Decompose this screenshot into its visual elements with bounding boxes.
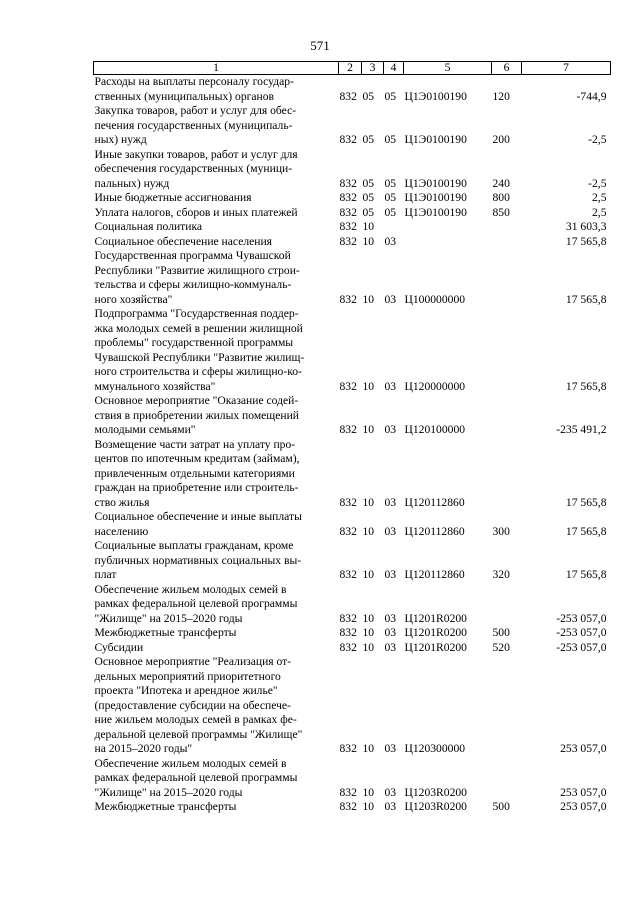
- amount-cell: -253 057,0: [556, 640, 607, 654]
- table-row: [94, 641, 611, 656]
- ministry-code-cell: 832: [339, 524, 357, 538]
- row-name-cell: Межбюджетные трансферты: [94, 626, 237, 639]
- column-header: 5: [404, 62, 492, 75]
- expense-type-cell: [492, 307, 522, 394]
- target-article-cell: Ц120112860: [404, 524, 465, 538]
- target-article-cell: Ц120112860: [404, 568, 465, 581]
- target-article-cell: Ц1201R0200: [404, 626, 467, 639]
- expense-type-cell: 500: [492, 626, 510, 639]
- amount-cell: 253 057,0: [560, 742, 607, 755]
- amount-cell: 2,5: [592, 191, 607, 204]
- amount-cell: -744,9: [576, 89, 607, 103]
- subsection-code-cell: 03: [384, 785, 397, 799]
- ministry-code-cell: 832: [339, 292, 357, 306]
- table-row: [94, 191, 611, 206]
- target-article-cell: Ц120300000: [404, 742, 466, 755]
- subsection-code-cell: 05: [384, 191, 397, 204]
- row-name-cell: Подпрограмма "Государственная поддер- жка молодых семей в решении жилищной проблемы" государственной программы Чувашской Республики "Развитие жилищ- ного строительства и сферы жилищно-ко- ммунального хозяйства": [94, 307, 305, 393]
- expense-type-cell: 320: [492, 568, 510, 581]
- target-article-cell: Ц100000000: [404, 292, 466, 306]
- ministry-code-cell: 832: [339, 205, 357, 219]
- section-code-cell: 10: [362, 742, 375, 755]
- table-row: [94, 800, 611, 815]
- target-article-cell: Ц1Э0100190: [404, 176, 467, 190]
- row-name-cell: Основное мероприятие "Реализация от- дельных мероприятий приоритетного проекта "Ипотека и арендное жилье" (предоставление субсидии на обеспече- ние жильем молодых семей в рамках фе- деральной целевой программы "Жилище" на 2015–2020 годы": [94, 655, 303, 755]
- table-row: [94, 539, 611, 583]
- ministry-code-cell: 832: [339, 379, 357, 393]
- ministry-code-cell: 832: [339, 742, 357, 755]
- expense-type-cell: [492, 438, 522, 511]
- amount-cell: 17 565,8: [565, 568, 607, 581]
- subsection-code-cell: 05: [384, 133, 397, 146]
- amount-cell: -253 057,0: [556, 611, 607, 625]
- expense-type-cell: [492, 757, 522, 801]
- target-article-cell: Ц120112860: [404, 495, 465, 509]
- subsection-code-cell: 03: [384, 524, 397, 538]
- ministry-code-cell: 832: [339, 234, 357, 248]
- target-article-cell: Ц1Э0100190: [404, 205, 467, 219]
- row-name-cell: Социальная политика: [94, 220, 203, 233]
- subsection-code-cell: 03: [384, 742, 397, 755]
- target-article-cell: Ц120000000: [404, 379, 466, 393]
- target-article-cell: Ц1203R0200: [404, 800, 467, 813]
- table-row: [94, 249, 611, 307]
- table-row: [94, 75, 611, 105]
- section-code-cell: 05: [362, 133, 375, 146]
- ministry-code-cell: 832: [339, 495, 357, 509]
- ministry-code-cell: 832: [339, 176, 357, 190]
- section-code-cell: 05: [362, 205, 375, 219]
- ministry-code-cell: 832: [339, 800, 357, 813]
- row-name-cell: Иные закупки товаров, работ и услуг для обеспечения государственных (муници- пальных) нужд: [94, 147, 298, 190]
- table-row: [94, 583, 611, 627]
- subsection-code-cell: 03: [384, 800, 397, 813]
- target-article-cell: Ц1Э0100190: [404, 191, 467, 204]
- amount-cell: -2,5: [588, 176, 607, 190]
- expense-type-cell: 850: [492, 205, 510, 219]
- subsection-code-cell: 03: [384, 234, 397, 248]
- amount-cell: 17 565,8: [565, 292, 607, 306]
- table-row: [94, 655, 611, 757]
- budget-table: [93, 61, 611, 815]
- row-name-cell: Государственная программа Чувашской Республики "Развитие жилищного строи- тельства и сферы жилищно-коммуналь- ного хозяйства": [94, 249, 300, 306]
- ministry-code-cell: 832: [339, 423, 357, 436]
- section-code-cell: 10: [362, 379, 375, 393]
- expense-type-cell: 200: [492, 133, 510, 146]
- column-header: 2: [339, 62, 362, 75]
- table-header-row: [94, 62, 611, 75]
- expense-type-cell: [492, 235, 522, 250]
- target-article-cell: Ц1201R0200: [404, 640, 467, 654]
- ministry-code-cell: 832: [339, 626, 357, 639]
- target-article-cell: [404, 220, 492, 235]
- section-code-cell: 10: [362, 611, 375, 625]
- amount-cell: 17 565,8: [565, 495, 607, 509]
- subsection-code-cell: 03: [384, 568, 397, 581]
- table-row: [94, 626, 611, 641]
- table-row: [94, 307, 611, 394]
- subsection-code-cell: 03: [384, 495, 397, 509]
- amount-cell: 17 565,8: [565, 524, 607, 538]
- target-article-cell: [404, 235, 492, 250]
- table-row: [94, 220, 611, 235]
- ministry-code-cell: 832: [339, 191, 357, 204]
- column-header: 6: [492, 62, 522, 75]
- table-body: [94, 75, 611, 815]
- expense-type-cell: 300: [492, 524, 510, 538]
- section-code-cell: 05: [362, 89, 375, 103]
- section-code-cell: 10: [362, 800, 375, 813]
- row-name-cell: Субсидии: [94, 640, 144, 654]
- expense-type-cell: 120: [492, 89, 510, 103]
- target-article-cell: Ц120100000: [404, 423, 466, 436]
- section-code-cell: 10: [362, 220, 375, 233]
- table-row: [94, 235, 611, 250]
- section-code-cell: 10: [362, 423, 375, 436]
- row-name-cell: Социальные выплаты гражданам, кроме публичных нормативных социальных вы- плат: [94, 539, 302, 581]
- expense-type-cell: 240: [492, 176, 510, 190]
- expense-type-cell: [492, 583, 522, 627]
- amount-cell: -235 491,2: [556, 423, 607, 436]
- target-article-cell: Ц1203R0200: [404, 785, 467, 799]
- row-name-cell: Закупка товаров, работ и услуг для обес- печения государственных (муниципаль- ных) нужд: [94, 104, 297, 146]
- ministry-code-cell: 832: [339, 220, 357, 233]
- column-header: 4: [384, 62, 404, 75]
- ministry-code-cell: 832: [339, 611, 357, 625]
- expense-type-cell: [492, 249, 522, 307]
- subsection-code-cell: 05: [384, 176, 397, 190]
- table-row: [94, 438, 611, 511]
- row-name-cell: Обеспечение жильем молодых семей в рамках федеральной целевой программы "Жилище" на 2015–2020 годы: [94, 756, 298, 799]
- amount-cell: -253 057,0: [556, 626, 607, 639]
- target-article-cell: Ц1Э0100190: [404, 133, 467, 146]
- column-header: 1: [94, 62, 339, 75]
- subsection-code-cell: 05: [384, 205, 397, 219]
- expense-type-cell: 500: [492, 800, 510, 813]
- expense-type-cell: 520: [492, 640, 510, 654]
- section-code-cell: 10: [362, 626, 375, 639]
- table-row: [94, 148, 611, 192]
- amount-cell: 17 565,8: [565, 379, 607, 393]
- row-name-cell: Иные бюджетные ассигнования: [94, 191, 252, 204]
- amount-cell: 31 603,3: [565, 220, 607, 233]
- subsection-code-cell: 03: [384, 611, 397, 625]
- section-code-cell: 10: [362, 640, 375, 654]
- expense-type-cell: [492, 220, 522, 235]
- expense-type-cell: [492, 655, 522, 757]
- amount-cell: 2,5: [592, 205, 607, 219]
- amount-cell: 253 057,0: [560, 785, 607, 799]
- ministry-code-cell: 832: [339, 568, 357, 581]
- ministry-code-cell: 832: [339, 89, 357, 103]
- ministry-code-cell: 832: [339, 133, 357, 146]
- ministry-code-cell: 832: [339, 640, 357, 654]
- subsection-code-cell: 03: [384, 292, 397, 306]
- ministry-code-cell: 832: [339, 785, 357, 799]
- row-name-cell: Межбюджетные трансферты: [94, 800, 237, 813]
- amount-cell: -2,5: [588, 133, 607, 146]
- row-name-cell: Обеспечение жильем молодых семей в рамках федеральной целевой программы "Жилище" на 2015–2020 годы: [94, 582, 298, 625]
- subsection-code-cell: 03: [384, 626, 397, 639]
- section-code-cell: 10: [362, 495, 375, 509]
- amount-cell: 253 057,0: [560, 800, 607, 813]
- subsection-code-cell: [384, 220, 404, 235]
- table-row: [94, 104, 611, 148]
- target-article-cell: Ц1201R0200: [404, 611, 467, 625]
- target-article-cell: Ц1Э0100190: [404, 89, 467, 103]
- table-row: [94, 206, 611, 221]
- table-row: [94, 757, 611, 801]
- section-code-cell: 10: [362, 568, 375, 581]
- table-row: [94, 510, 611, 539]
- expense-type-cell: 800: [492, 191, 510, 204]
- row-name-cell: Возмещение части затрат на уплату про- центов по ипотечным кредитам (займам), привлеченным отдельными категориями граждан на приобретение или строитель- ство жилья: [94, 437, 300, 509]
- row-name-cell: Социальное обеспечение населения: [94, 234, 273, 248]
- column-header: 7: [522, 62, 611, 75]
- section-code-cell: 10: [362, 234, 375, 248]
- subsection-code-cell: 03: [384, 379, 397, 393]
- section-code-cell: 10: [362, 292, 375, 306]
- row-name-cell: Уплата налогов, сборов и иных платежей: [94, 205, 298, 219]
- page-number: 571: [310, 38, 330, 53]
- expense-type-cell: [492, 394, 522, 438]
- section-code-cell: 05: [362, 191, 375, 204]
- subsection-code-cell: 03: [384, 640, 397, 654]
- section-code-cell: 05: [362, 176, 375, 190]
- amount-cell: 17 565,8: [565, 234, 607, 248]
- section-code-cell: 10: [362, 785, 375, 799]
- column-header: 3: [362, 62, 384, 75]
- row-name-cell: Основное мероприятие "Оказание содей- ствия в приобретении жилых помещений молодыми семьями": [94, 394, 299, 436]
- row-name-cell: Расходы на выплаты персоналу государ- ственных (муниципальных) органов: [94, 75, 294, 103]
- row-name-cell: Социальное обеспечение и иные выплаты населению: [94, 510, 302, 538]
- subsection-code-cell: 03: [384, 423, 397, 436]
- subsection-code-cell: 05: [384, 89, 397, 103]
- table-row: [94, 394, 611, 438]
- section-code-cell: 10: [362, 524, 375, 538]
